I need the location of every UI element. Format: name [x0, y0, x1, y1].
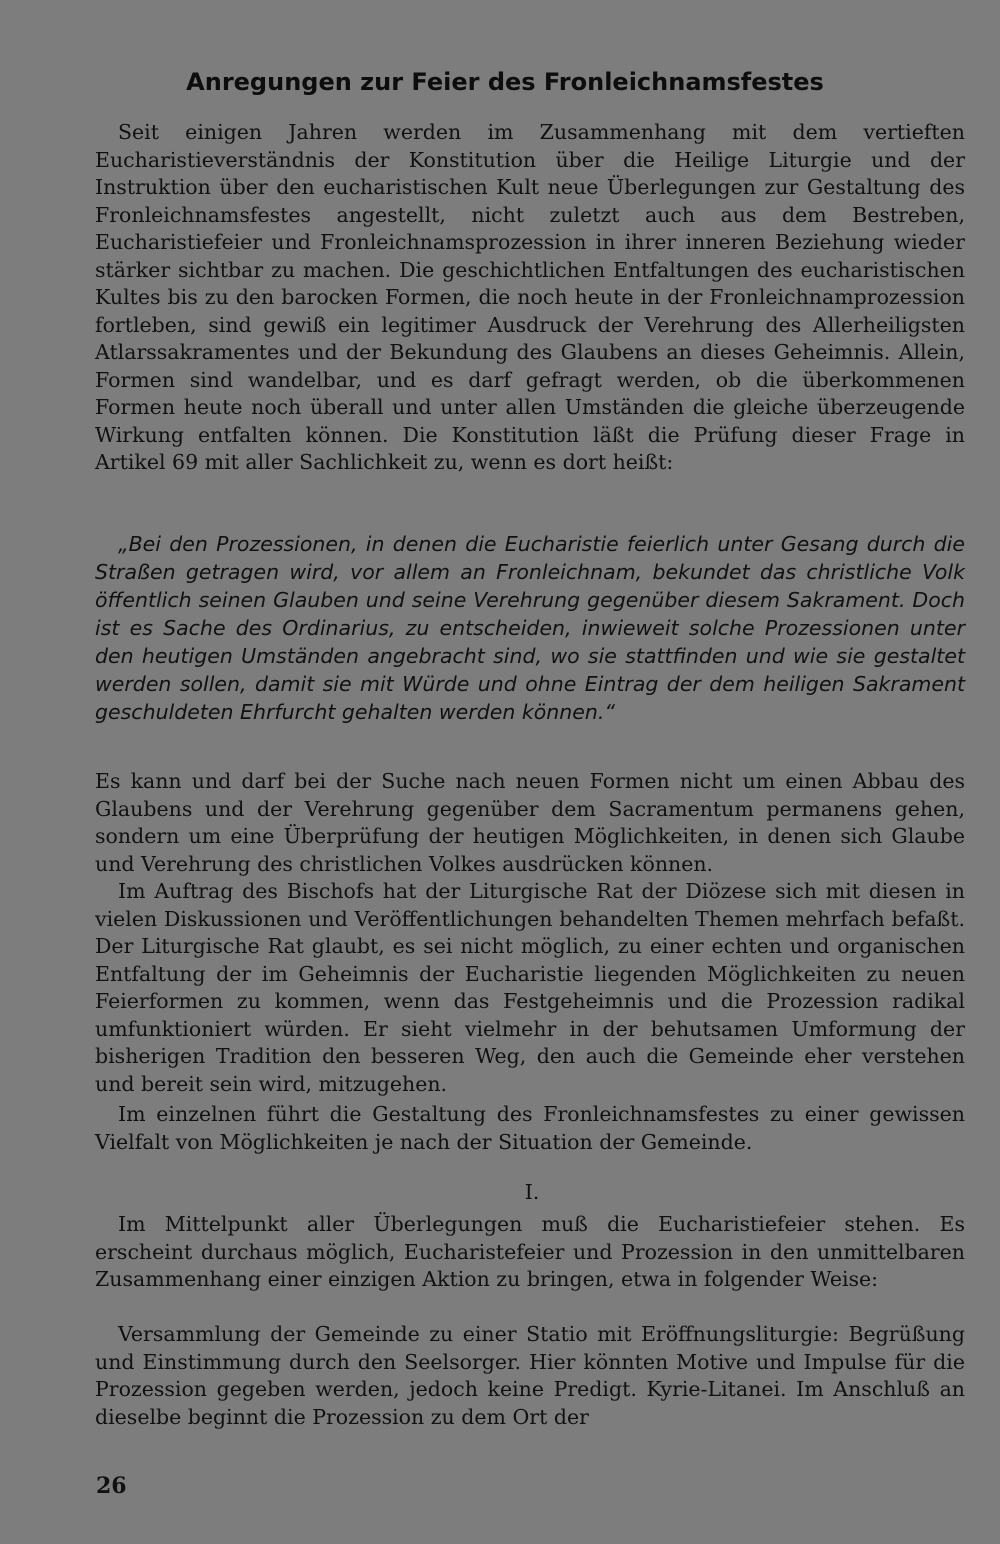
paragraph-formen: Es kann und darf bei der Suche nach neuen Formen nicht um einen Abbau des Glaubens und der Verehrung gegenüber dem Sacramentum permanens gehen, sondern um eine Überprüfung der heutigen Möglichkeiten, in denen sich Glaube und Verehrung des christlichen Volkes ausdrücken können.	[95, 769, 965, 876]
quote-paragraph: „Bei den Prozessionen, in denen die Eucharistie feierlich unter Gesang durch die Straßen getragen wird, vor allem an Fronleichnam, bekundet das christliche Volk öffentlich seinen Glauben und seine Verehrung gegenüber diesem Sakrament. Doch ist es Sache des Ordinarius, zu entscheiden, inwieweit solche Prozessionen unter den heutigen Umständen angebracht sind, wo sie stattfinden und wie sie gestaltet werden sollen, damit sie mit Würde und ohne Eintrag der dem heiligen Sakrament geschuldeten Ehrfurcht gehalten werden können.“	[95, 532, 965, 724]
paragraph-liturgischer-rat: Im Auftrag des Bischofs hat der Liturgische Rat der Diözese sich mit diesen in vielen Diskussionen und Veröffentlichungen behandelten Themen mehrfach befaßt. Der Liturgische Rat glaubt, es sei nicht möglich, zu einer echten und organischen Entfaltung der im Geheimnis der Eucharistie liegenden Möglichkeiten zu neuen Feierformen zu kommen, wenn das Festgeheimnis und die Prozession radikal umfunktioniert würden. Er sieht vielmehr in der behutsamen Umformung der bisherigen Tradition den besseren Weg, den auch die Gemeinde eher verstehen und bereit sein wird, mitzugehen.	[95, 879, 965, 1096]
document-title: Anregungen zur Feier des Fronleichnamsfestes	[186, 68, 824, 96]
paragraph-vielfalt: Im einzelnen führt die Gestaltung des Fronleichnamsfestes zu einer gewissen Vielfalt von Möglichkeiten je nach der Situation der Gemeinde.	[95, 1102, 965, 1154]
paragraph-intro: Seit einigen Jahren werden im Zusammenhang mit dem vertieften Eucharistieverständnis der Konstitution über die Heilige Liturgie und der Instruktion über den eucharistischen Kult neue Überlegungen zur Gestaltung des Fronleichnamsfestes angestellt, nicht zuletzt auch aus dem Bestreben, Eucharistiefeier und Fronleichnamsprozession in ihrer inneren Beziehung wieder stärker sichtbar zu machen. Die geschichtlichen Entfaltungen des eucharistischen Kultes bis zu den barocken Formen, die noch heute in der Fronleichnamprozession fortleben, sind gewiß ein legitimer Ausdruck der Verehrung des Allerheiligsten Atlarssakramentes und der Bekundung des Glaubens an dieses Geheimnis. Allein, Formen sind wandelbar, und es darf gefragt werden, ob die überkommenen Formen heute noch überall und unter allen Umständen die gleiche überzeugende Wirkung entfalten können. Die Konstitution läßt die Prüfung dieser Frage in Artikel 69 mit aller Sachlichkeit zu, wenn es dort heißt:	[95, 120, 965, 474]
page-number: 26	[96, 1473, 127, 1499]
paragraph-mittelpunkt: Im Mittelpunkt aller Überlegungen muß die Eucharistiefeier stehen. Es erscheint durchaus möglich, Eucharistefeier und Prozession in den unmittelbaren Zusammenhang einer einzigen Aktion zu bringen, etwa in folgender Weise:	[95, 1212, 965, 1291]
section-numeral: I.	[524, 1180, 540, 1204]
paragraph-versammlung: Versammlung der Gemeinde zu einer Statio mit Eröffnungsliturgie: Begrüßung und Einstimmung durch den Seelsorger. Hier könnten Motive und Impulse für die Prozession gegeben werden, jedoch keine Predigt. Kyrie-Litanei. Im Anschluß an dieselbe beginnt die Prozession zu dem Ort der	[95, 1322, 965, 1429]
